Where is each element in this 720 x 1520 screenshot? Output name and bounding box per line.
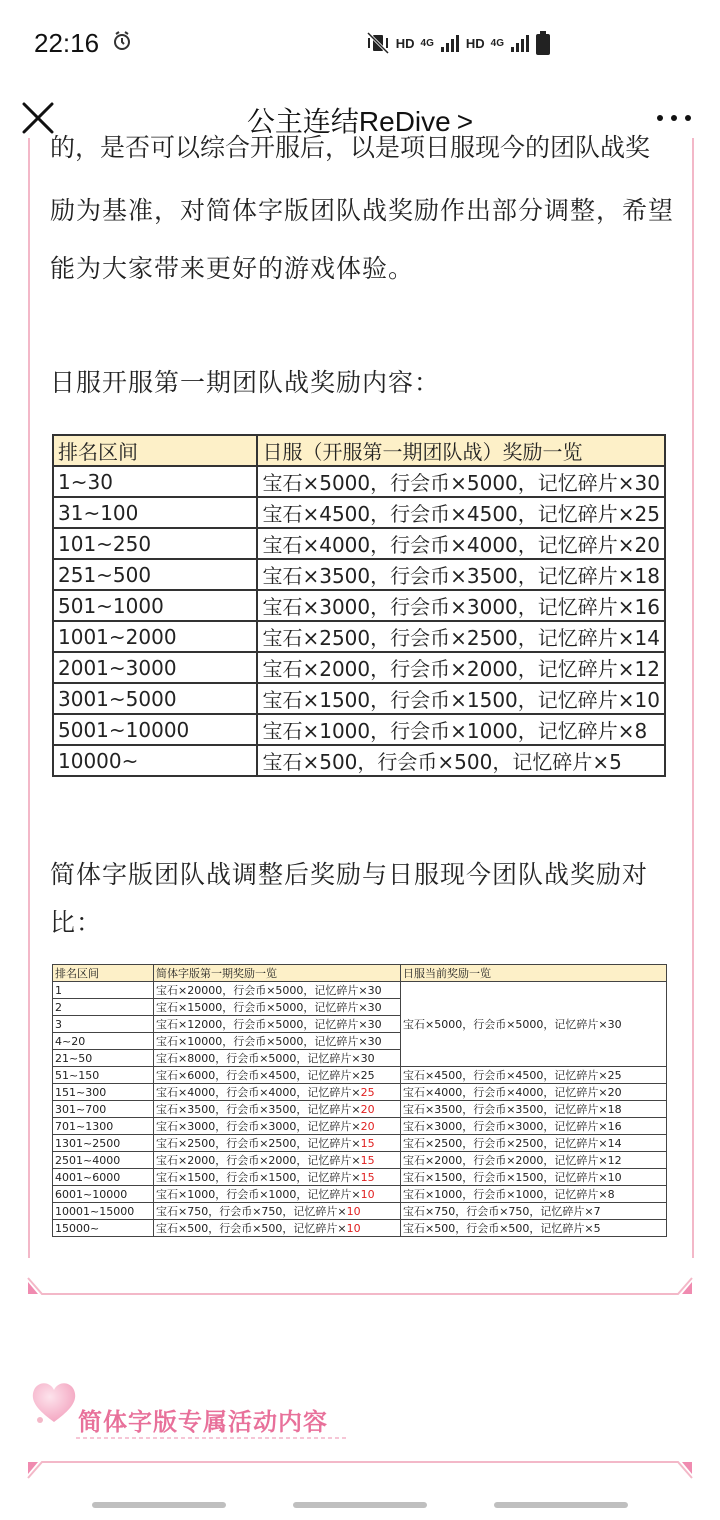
rank-cell: 6001~10000 xyxy=(53,1186,154,1203)
cn-reward-text: 宝石×3000，行会币×3000，记忆碎片× xyxy=(156,1120,361,1133)
rank-cell: 4~20 xyxy=(53,1033,154,1050)
jp-reward-cell: 宝石×2000，行会币×2000，记忆碎片×12 xyxy=(401,1152,667,1169)
reward-cell: 宝石×1500，行会币×1500，记忆碎片×10 xyxy=(257,683,665,714)
cn-reward-text: 宝石×2000，行会币×2000，记忆碎片× xyxy=(156,1154,361,1167)
cn-reward-cell xyxy=(154,1067,401,1084)
cn-reward-text: 宝石×10000，行会币×5000，记忆碎片×30 xyxy=(156,1035,382,1048)
reward-cell: 宝石×2000，行会币×2000，记忆碎片×12 xyxy=(257,652,665,683)
battery-icon xyxy=(536,31,550,55)
alarm-icon xyxy=(112,31,132,51)
vibrate-mute-icon xyxy=(366,32,390,54)
rank-cell: 21~50 xyxy=(53,1050,154,1067)
status-bar xyxy=(0,0,720,86)
cn-reward-text: 宝石×500，行会币×500，记忆碎片× xyxy=(156,1222,347,1235)
reward-cell: 宝石×2500，行会币×2500，记忆碎片×14 xyxy=(257,621,665,652)
reward-comparison-table xyxy=(52,964,667,1237)
rank-cell: 1301~2500 xyxy=(53,1135,154,1152)
rank-cell: 31~100 xyxy=(53,497,257,528)
table-row xyxy=(53,1135,667,1152)
cn-reward-cell xyxy=(154,1135,401,1152)
more-options-icon[interactable] xyxy=(654,108,694,128)
chevron-right-icon: > xyxy=(456,106,474,137)
network-4g-label: 4G xyxy=(420,37,434,49)
account-name: 公主连结ReDive xyxy=(246,106,451,137)
table-row xyxy=(53,1084,667,1101)
rank-cell: 10001~15000 xyxy=(53,1203,154,1220)
network-hd-label: HD xyxy=(395,35,415,51)
status-time: 22:16 xyxy=(34,28,100,58)
table-header-row xyxy=(53,965,667,982)
column-header-cn-reward: 简体字版第一期奖励一览 xyxy=(154,965,401,982)
table-row xyxy=(53,621,665,652)
reward-cell: 宝石×500，行会币×500，记忆碎片×5 xyxy=(257,745,665,776)
increased-value-highlight: 20 xyxy=(360,1103,375,1116)
network-4g-label-2: 4G xyxy=(490,37,504,49)
table-row xyxy=(53,497,665,528)
cn-reward-text: 宝石×20000，行会币×5000，记忆碎片×30 xyxy=(156,984,382,997)
table-row xyxy=(53,1101,667,1118)
rank-cell: 2001~3000 xyxy=(53,652,257,683)
intro-line-1: 励为基准，对简体字版团队战奖励作出部分调整，希望 xyxy=(50,196,675,225)
clipped-text-line: 的，是否可以综合开服后，以是项日服现今的团队战奖 xyxy=(50,133,651,162)
cn-reward-cell xyxy=(154,1220,401,1237)
cn-reward-cell xyxy=(154,1050,401,1067)
cn-reward-cell xyxy=(154,1016,401,1033)
signal-icon xyxy=(440,33,460,53)
table-row xyxy=(53,1118,667,1135)
table-row xyxy=(53,1152,667,1169)
pink-divider-decoration-2 xyxy=(28,1458,692,1480)
cn-reward-text: 宝石×4000，行会币×4000，记忆碎片× xyxy=(156,1086,361,1099)
table-row xyxy=(53,745,665,776)
cn-reward-text: 宝石×6000，行会币×4500，记忆碎片×25 xyxy=(156,1069,375,1082)
status-icons xyxy=(366,30,550,56)
table-row xyxy=(53,1169,667,1186)
rank-cell: 251~500 xyxy=(53,559,257,590)
jp-reward-cell: 宝石×750，行会币×750，记忆碎片×7 xyxy=(401,1203,667,1220)
intro-line-2: 能为大家带来更好的游戏体验。 xyxy=(50,254,415,283)
jp-reward-cell: 宝石×1500，行会币×1500，记忆碎片×10 xyxy=(401,1169,667,1186)
table-row xyxy=(53,714,665,745)
table-row xyxy=(53,559,665,590)
rank-cell: 10000~ xyxy=(53,745,257,776)
jp-reward-cell: 宝石×1000，行会币×1000，记忆碎片×8 xyxy=(401,1186,667,1203)
cn-reward-text: 宝石×3500，行会币×3500，记忆碎片× xyxy=(156,1103,361,1116)
rank-cell: 2501~4000 xyxy=(53,1152,154,1169)
table1-heading: 日服开服第一期团队战奖励内容： xyxy=(50,368,441,397)
section-title: 简体字版专属活动内容 xyxy=(78,1408,328,1436)
table-row xyxy=(53,683,665,714)
rank-cell: 1~30 xyxy=(53,466,257,497)
network-hd-label-2: HD xyxy=(465,35,485,51)
cn-reward-cell xyxy=(154,999,401,1016)
increased-value-highlight: 10 xyxy=(346,1222,361,1235)
cn-reward-text: 宝石×12000，行会币×5000，记忆碎片×30 xyxy=(156,1018,382,1031)
cn-reward-cell xyxy=(154,1118,401,1135)
jp-reward-cell: 宝石×3000，行会币×3000，记忆碎片×16 xyxy=(401,1118,667,1135)
table-row xyxy=(53,590,665,621)
article-body xyxy=(0,133,720,1498)
rank-cell: 1001~2000 xyxy=(53,621,257,652)
cn-reward-cell xyxy=(154,1186,401,1203)
jp-first-raid-reward-table xyxy=(52,434,666,777)
table-row xyxy=(53,466,665,497)
cn-reward-cell xyxy=(154,1203,401,1220)
pink-divider-decoration xyxy=(28,1276,692,1298)
column-header-jp-reward: 日服当前奖励一览 xyxy=(401,965,667,982)
rank-cell: 51~150 xyxy=(53,1067,154,1084)
cn-reward-text: 宝石×15000，行会币×5000，记忆碎片×30 xyxy=(156,1001,382,1014)
table-row xyxy=(53,982,667,999)
jp-reward-cell: 宝石×4000，行会币×4000，记忆碎片×20 xyxy=(401,1084,667,1101)
bottom-gesture-bar xyxy=(0,1492,720,1520)
cn-reward-text: 宝石×2500，行会币×2500，记忆碎片× xyxy=(156,1137,361,1150)
jp-reward-cell: 宝石×3500，行会币×3500，记忆碎片×18 xyxy=(401,1101,667,1118)
rank-cell: 4001~6000 xyxy=(53,1169,154,1186)
cn-reward-cell xyxy=(154,1101,401,1118)
rank-cell: 501~1000 xyxy=(53,590,257,621)
cn-reward-cell xyxy=(154,982,401,999)
rank-cell: 151~300 xyxy=(53,1084,154,1101)
table-header-row xyxy=(53,435,665,466)
column-header-reward: 日服（开服第一期团队战）奖励一览 xyxy=(257,435,665,466)
table-row xyxy=(53,1203,667,1220)
increased-value-highlight: 25 xyxy=(360,1086,375,1099)
comparison-table-body xyxy=(53,982,667,1237)
cn-reward-cell xyxy=(154,1033,401,1050)
rank-cell: 701~1300 xyxy=(53,1118,154,1135)
reward-cell: 宝石×4000，行会币×4000，记忆碎片×20 xyxy=(257,528,665,559)
table-row xyxy=(53,528,665,559)
cn-reward-cell xyxy=(154,1169,401,1186)
rank-cell: 5001~10000 xyxy=(53,714,257,745)
table-row xyxy=(53,1067,667,1084)
section-title-underline xyxy=(76,1434,348,1442)
cn-reward-text: 宝石×750，行会币×750，记忆碎片× xyxy=(156,1205,347,1218)
rank-cell: 301~700 xyxy=(53,1101,154,1118)
increased-value-highlight: 15 xyxy=(360,1171,375,1184)
reward-cell: 宝石×5000，行会币×5000，记忆碎片×30 xyxy=(257,466,665,497)
back-gesture-pill[interactable] xyxy=(92,1502,226,1508)
rank-cell: 3001~5000 xyxy=(53,683,257,714)
reward-cell: 宝石×3500，行会币×3500，记忆碎片×18 xyxy=(257,559,665,590)
cn-reward-text: 宝石×8000，行会币×5000，记忆碎片×30 xyxy=(156,1052,375,1065)
jp-reward-cell: 宝石×4500，行会币×4500，记忆碎片×25 xyxy=(401,1067,667,1084)
increased-value-highlight: 15 xyxy=(360,1154,375,1167)
table2-heading-line-2: 比： xyxy=(50,908,103,937)
rank-cell: 2 xyxy=(53,999,154,1016)
cn-reward-text: 宝石×1000，行会币×1000，记忆碎片× xyxy=(156,1188,361,1201)
reward-cell: 宝石×1000，行会币×1000，记忆碎片×8 xyxy=(257,714,665,745)
cn-reward-cell xyxy=(154,1152,401,1169)
table2-heading-line-1: 简体字版团队战调整后奖励与日服现今团队战奖励对 xyxy=(50,860,649,889)
increased-value-highlight: 20 xyxy=(360,1120,375,1133)
jp-reward-cell: 宝石×500，行会币×500，记忆碎片×5 xyxy=(401,1220,667,1237)
increased-value-highlight: 10 xyxy=(346,1205,361,1218)
jp-reward-merged-cell: 宝石×5000，行会币×5000，记忆碎片×30 xyxy=(401,982,667,1067)
home-gesture-pill[interactable] xyxy=(293,1502,427,1508)
increased-value-highlight: 15 xyxy=(360,1137,375,1150)
rank-cell: 101~250 xyxy=(53,528,257,559)
table-row xyxy=(53,1220,667,1237)
reward-cell: 宝石×4500，行会币×4500，记忆碎片×25 xyxy=(257,497,665,528)
cn-reward-text: 宝石×1500，行会币×1500，记忆碎片× xyxy=(156,1171,361,1184)
recents-gesture-pill[interactable] xyxy=(494,1502,628,1508)
rank-cell: 3 xyxy=(53,1016,154,1033)
column-header-rank: 排名区间 xyxy=(53,965,154,982)
signal-icon-2 xyxy=(510,33,530,53)
column-header-rank: 排名区间 xyxy=(53,435,257,466)
cn-reward-cell xyxy=(154,1084,401,1101)
rank-cell: 1 xyxy=(53,982,154,999)
increased-value-highlight: 10 xyxy=(360,1188,375,1201)
reward-cell: 宝石×3000，行会币×3000，记忆碎片×16 xyxy=(257,590,665,621)
heart-icon xyxy=(28,1376,80,1428)
table-row xyxy=(53,652,665,683)
table-row xyxy=(53,1186,667,1203)
jp-reward-cell: 宝石×2500，行会币×2500，记忆碎片×14 xyxy=(401,1135,667,1152)
rank-cell: 15000~ xyxy=(53,1220,154,1237)
